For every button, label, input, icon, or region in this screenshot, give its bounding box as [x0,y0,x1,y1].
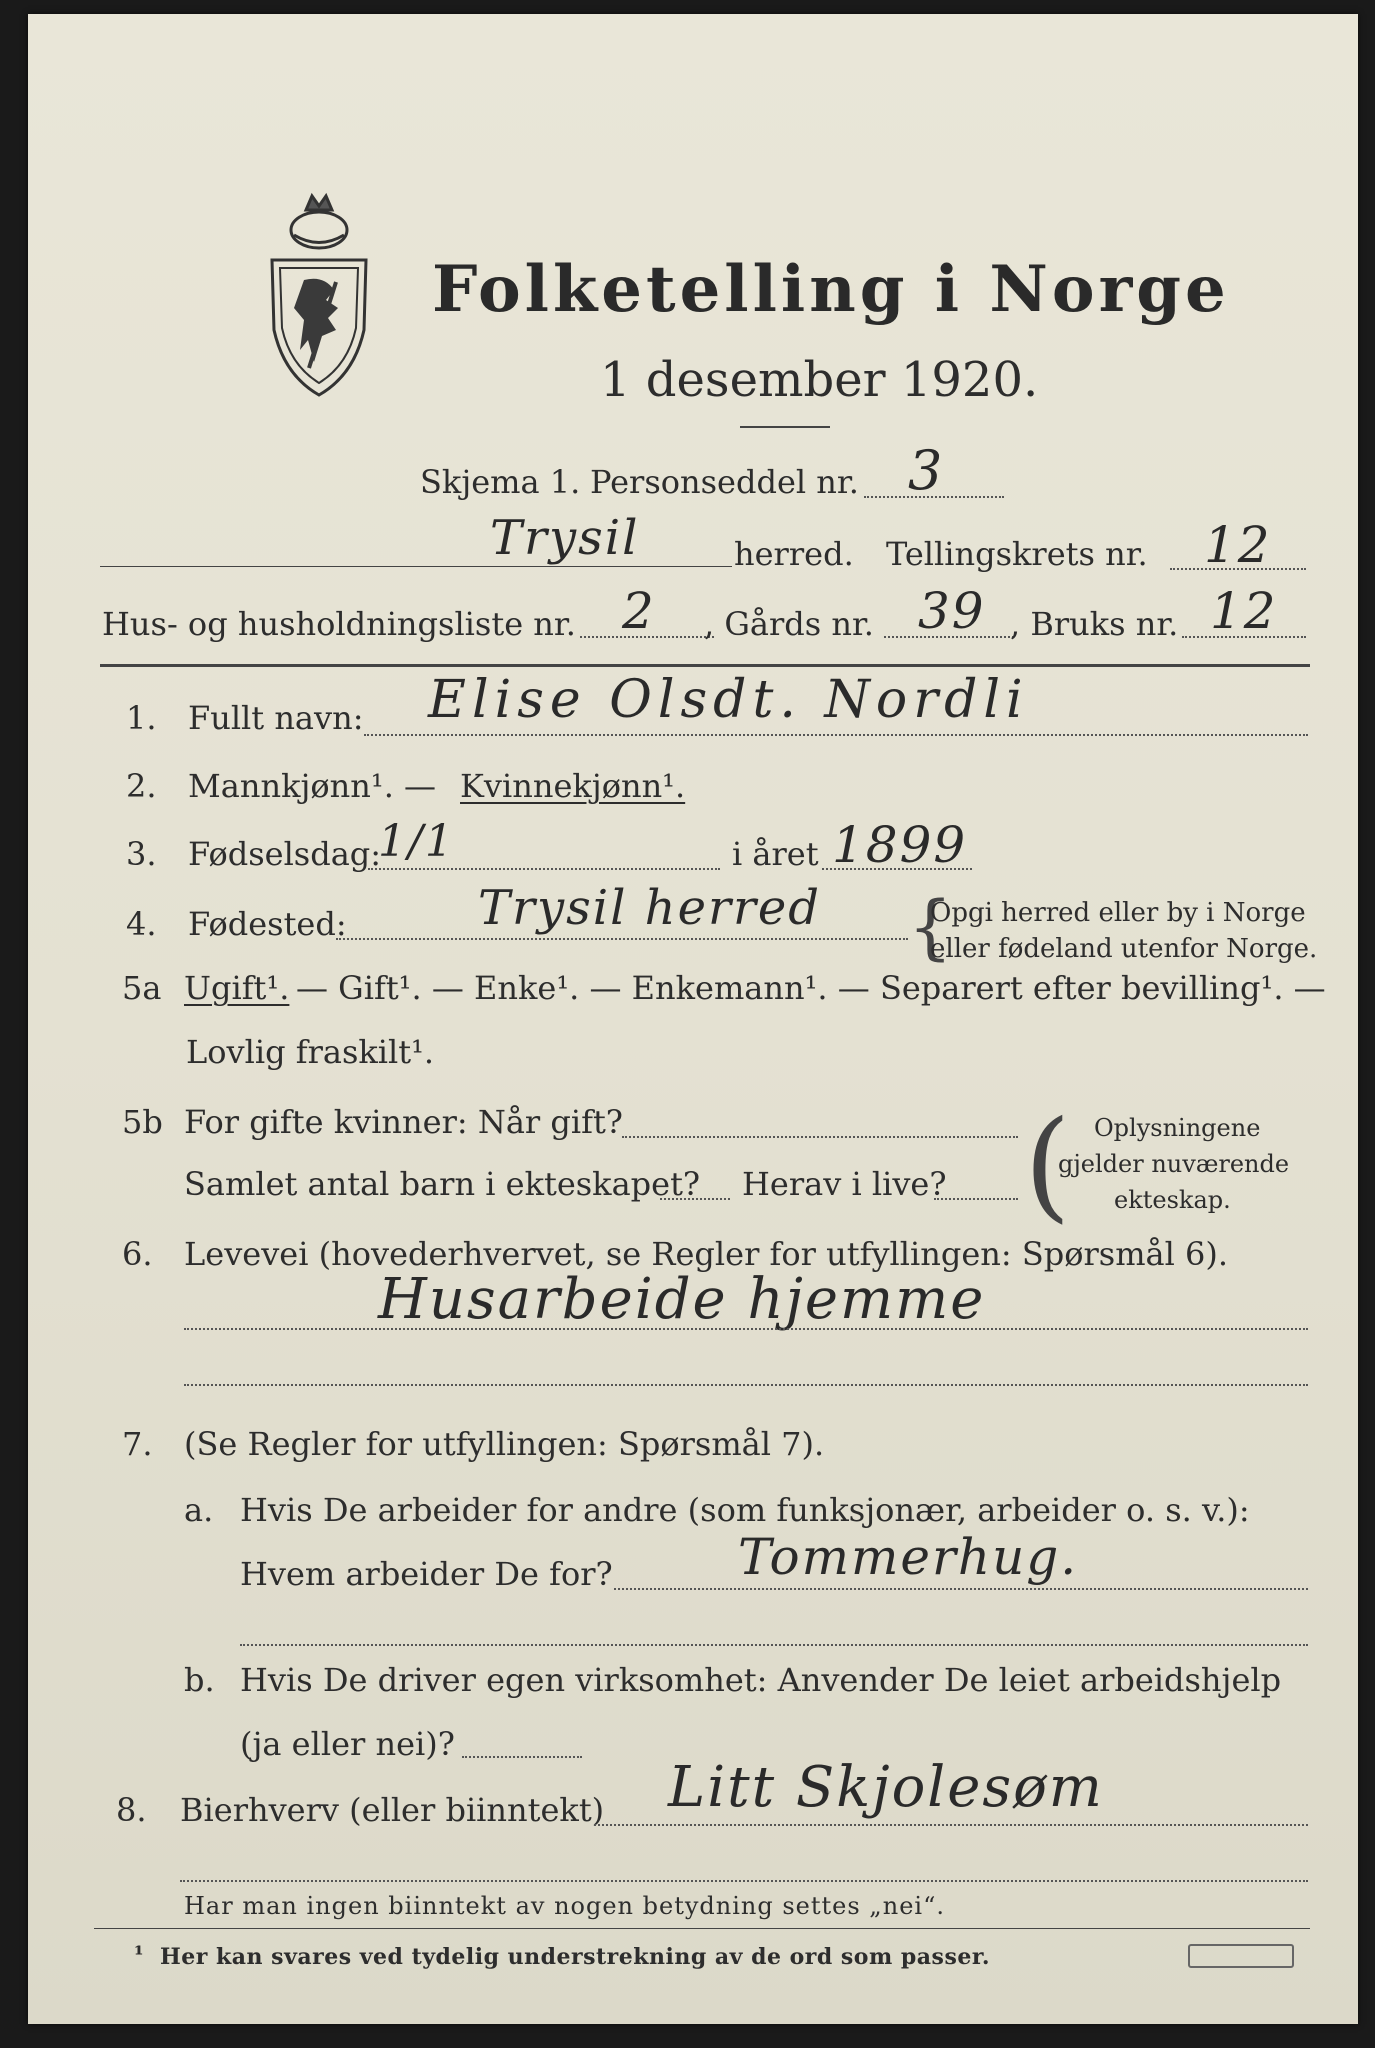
bruks-label: , Bruks nr. [1010,605,1179,643]
q7b-label: Hvis De driver egen virksomhet: Anvender De leiet arbeidshjelp [240,1661,1282,1699]
q1-label: Fullt navn: [188,699,364,737]
q4-note-brace: { [908,886,953,968]
q1-full-name-value: Elise Olsdt. Nordli [428,670,1029,730]
q3-line [368,868,720,870]
q2-female-option: Kvinnekjønn¹. [460,767,686,805]
q5b-note-line1: Oplysningene [1094,1114,1261,1142]
q5b-number: 5b [122,1103,163,1141]
q6-line1 [184,1328,1308,1330]
herred-label: herred. [734,535,854,573]
footnote-divider [94,1928,1310,1929]
q3-birthday-value: 1/1 [378,816,455,867]
q4-note-line2: eller fødeland utenfor Norge. [930,934,1318,964]
q4-birthplace-value: Trysil herred [478,880,822,936]
q7a-employer-label: Hvem arbeider De for? [240,1555,613,1593]
q8-note: Har man ingen biinntekt av nogen betydning settes „nei“. [184,1892,945,1920]
q4-number: 4. [126,905,157,943]
norwegian-lion-crest-icon [264,190,374,400]
q5b-note-line2: gjelder nuværende [1058,1150,1290,1178]
q5a-ugift-option: Ugift¹. [184,969,290,1007]
q3-label: Fødselsdag: [188,835,382,873]
q6-label: Levevei (hovederhvervet, se Regler for utfyllingen: Spørsmål 6). [184,1235,1229,1273]
q8-side-income-value: Litt Skjolesøm [668,1755,1104,1820]
q5b-alive-label: Herav i live? [742,1165,947,1203]
page-title: Folketelling i Norge [432,252,1230,327]
q7b-letter: b. [184,1661,215,1699]
census-date: 1 desember 1920. [600,352,1039,408]
census-form-page [28,14,1358,2024]
q7a-letter: a. [184,1491,214,1529]
q5b-married-when-label: For gifte kvinner: Når gift? [184,1103,623,1141]
q5a-divorced-option: Lovlig fraskilt¹. [186,1033,435,1071]
q1-number: 1. [126,699,157,737]
q7b-yes-no-line [462,1756,582,1758]
footnote-text: Her kan svares ved tydelig understrekning av de ord som passer. [160,1944,991,1970]
schema-prefix: Skjema 1. [420,463,581,501]
q3-number: 3. [126,835,157,873]
q5b-alive-line [934,1198,1018,1200]
herred-line [100,566,732,567]
q4-line [336,938,908,940]
section-divider [100,664,1310,667]
q8-number: 8. [116,1791,147,1829]
bruks-value: 12 [1210,582,1278,640]
q7a-employer-value: Tommerhug. [738,1528,1079,1586]
q7a-line2 [240,1644,1308,1646]
q5a-number: 5a [122,969,162,1007]
q6-number: 6. [122,1235,153,1273]
tellingskrets-value: 12 [1204,516,1272,574]
q5a-other-options: — Gift¹. — Enke¹. — Enkemann¹. — Separert efter bevilling¹. — [296,969,1326,1007]
q7b-yes-no-label: (ja eller nei)? [240,1725,455,1763]
q2-number: 2. [126,767,157,805]
q7a-label: Hvis De arbeider for andre (som funksjonær, arbeider o. s. v.): [240,1491,1250,1529]
person-no-value: 3 [908,439,945,502]
household-list-value: 2 [622,582,656,640]
title-divider [740,426,830,428]
q7-number: 7. [122,1425,153,1463]
q4-note-line1: Opgi herred eller by i Norge [930,898,1306,928]
q3-year-label: i året [732,835,819,873]
q7-label: (Se Regler for utfyllingen: Spørsmål 7). [184,1425,825,1463]
q7a-employer-line [614,1588,1308,1590]
q5b-note-brace: ( [1024,1096,1071,1235]
footnote-marker: ¹ [134,1942,144,1968]
q4-label: Fødested: [188,905,347,943]
q5b-children-label: Samlet antal barn i ekteskapet? [184,1165,701,1203]
q8-line [594,1824,1308,1826]
q6-occupation-value: Husarbeide hjemme [378,1267,986,1332]
q5b-married-when-line [622,1136,1018,1138]
gards-label: , Gårds nr. [704,605,874,643]
tellingskrets-label: Tellingskrets nr. [886,535,1148,573]
gards-value: 39 [918,582,986,640]
household-list-label: Hus- og husholdningsliste nr. [102,605,576,643]
q8-line2 [180,1880,1308,1882]
q5b-note-line3: ekteskap. [1114,1186,1231,1214]
herred-value: Trysil [490,510,640,566]
q8-label: Bierhverv (eller biinntekt) [180,1791,605,1829]
q3-year-value: 1899 [832,816,968,874]
q6-line2 [184,1384,1308,1386]
q2-male-option: Mannkjønn¹. — [188,767,437,805]
q5b-children-line [660,1198,730,1200]
person-label: Personseddel nr. [590,463,859,501]
q1-line [364,734,1308,736]
printer-stamp [1188,1944,1294,1968]
